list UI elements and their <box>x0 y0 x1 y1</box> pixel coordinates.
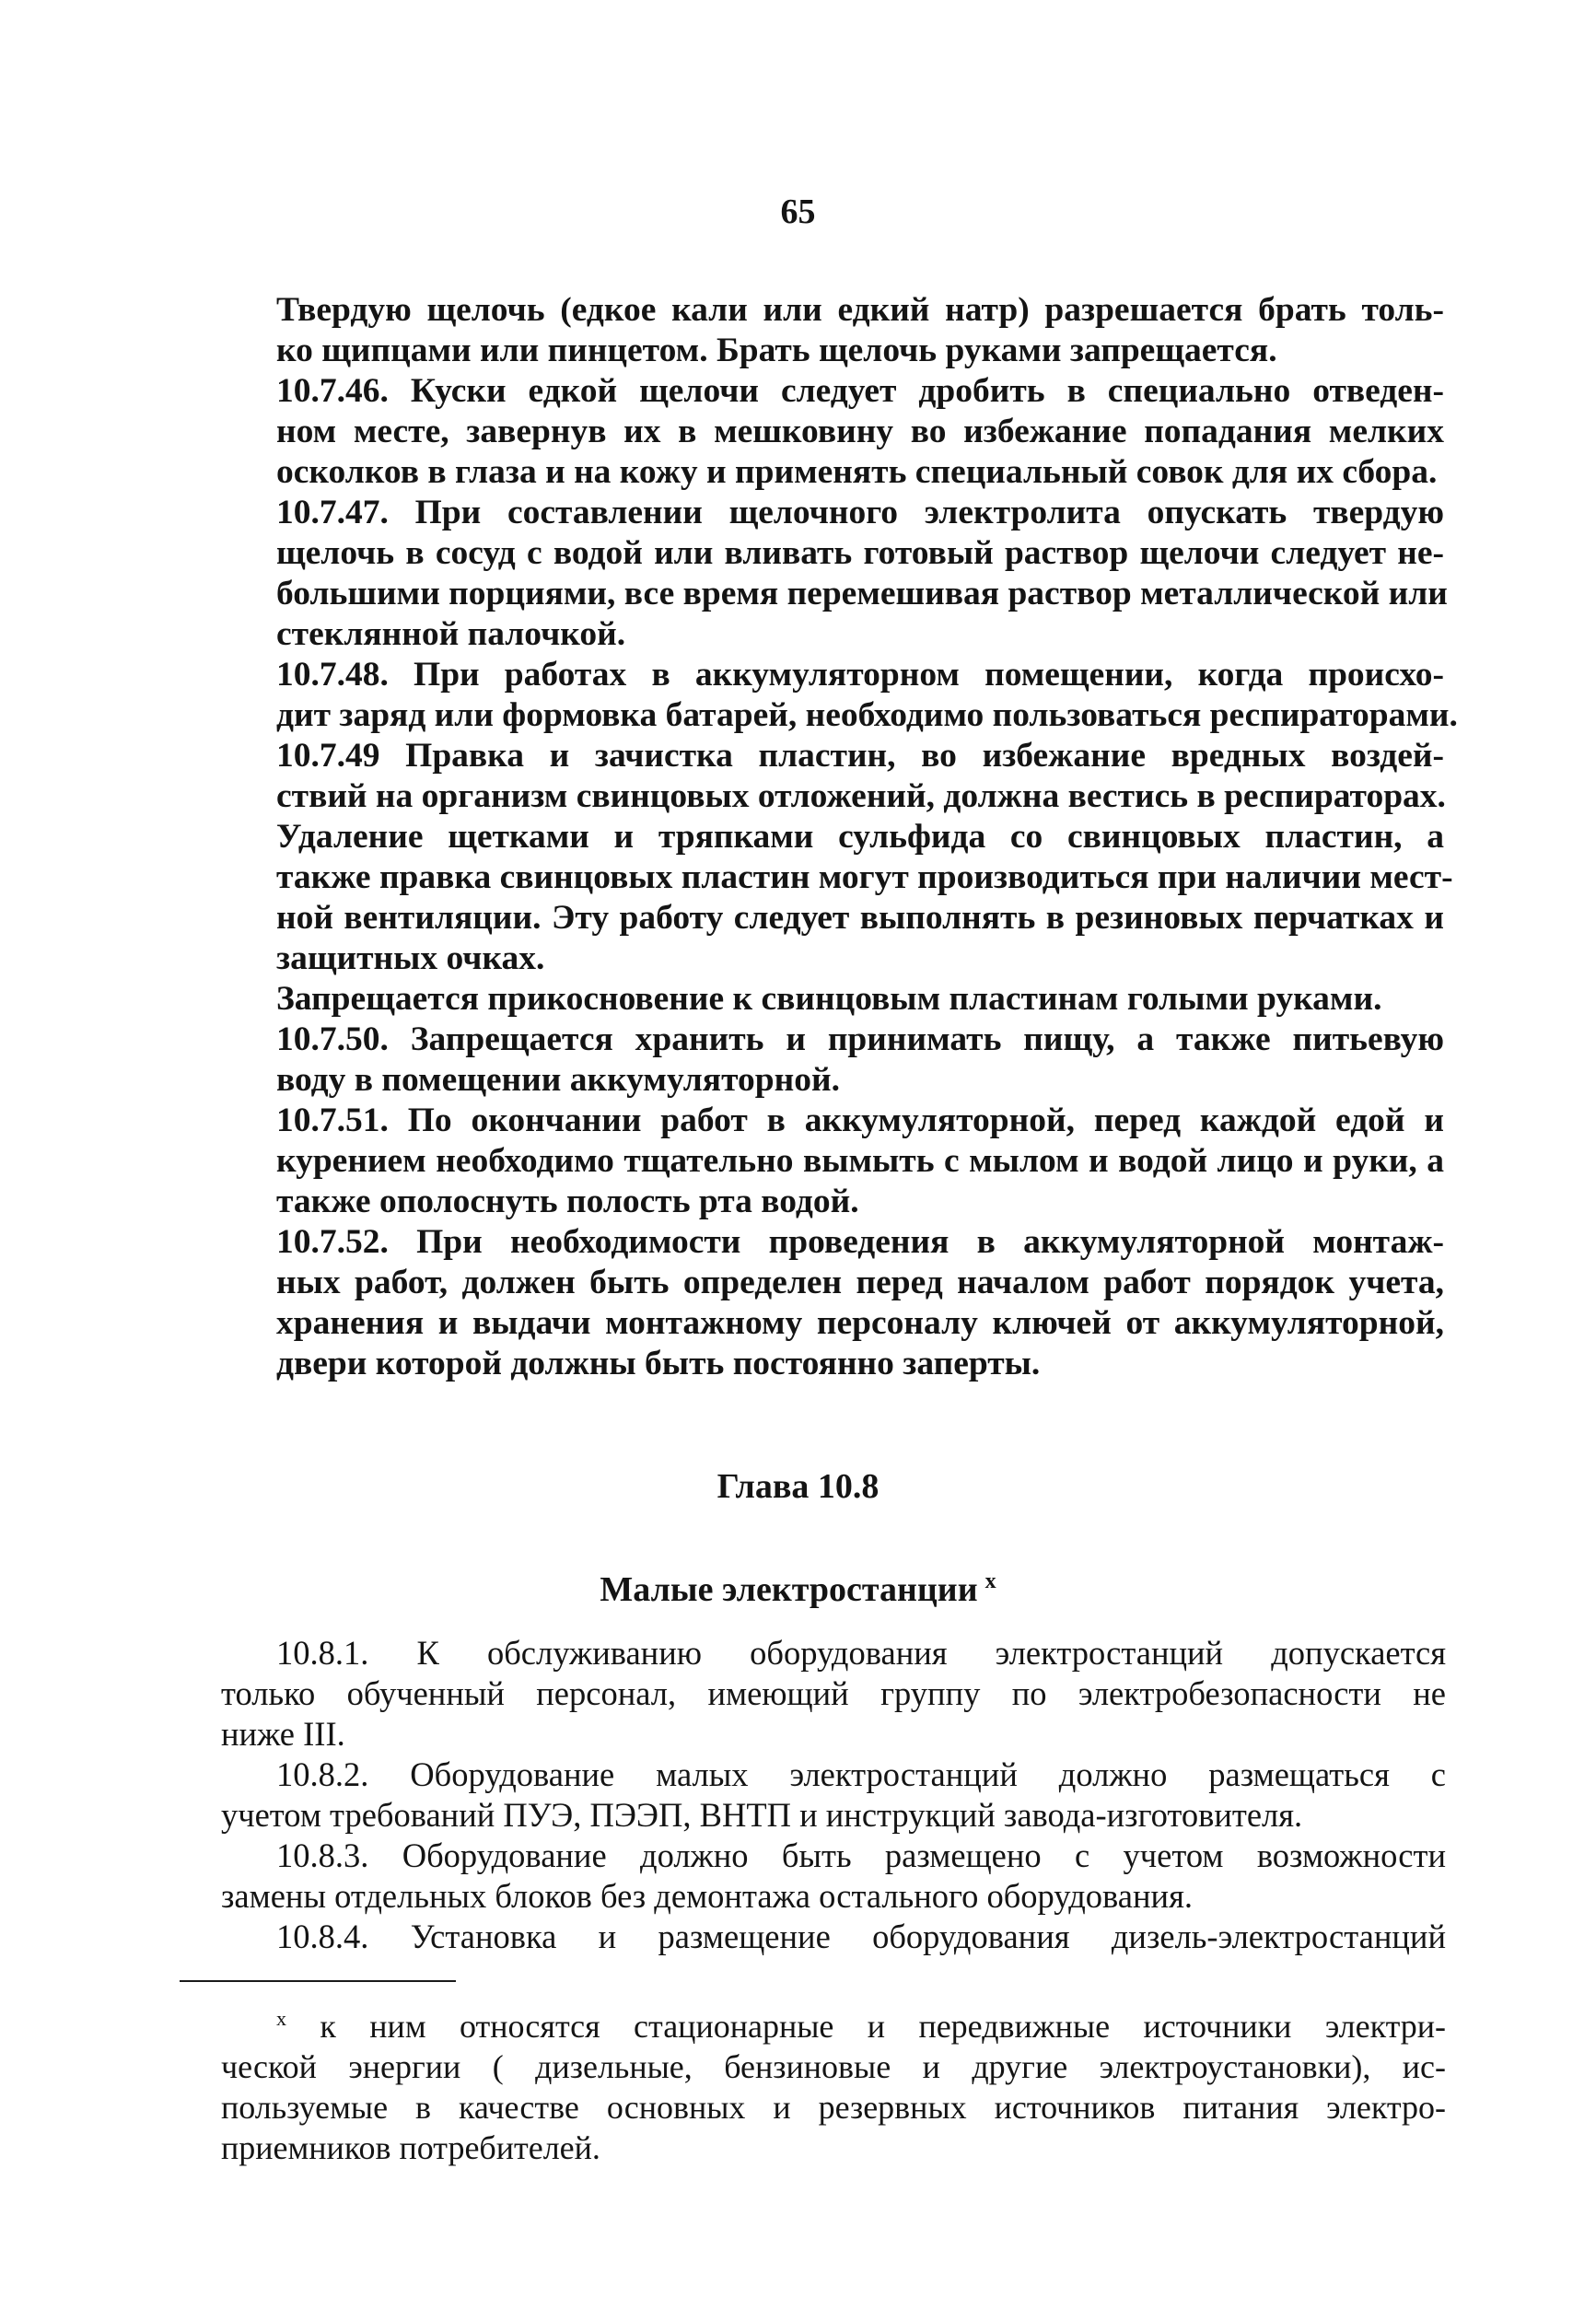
text-line: также правка свинцовых пластин могут производиться при наличии мест- <box>276 858 1453 896</box>
footnote-mark: x <box>276 2007 286 2030</box>
text-line: 10.7.48. При работах в аккумуляторном помещении, когда происхо- <box>276 656 1444 694</box>
text-line: Твердую щелочь (едкое кали или едкий натр) разрешается брать толь- <box>276 291 1444 329</box>
footnote-divider <box>180 1980 456 1982</box>
text-line: учетом требований ПУЭ, ПЭЭП, ВНТП и инструкций завода-изготовителя. <box>221 1796 1303 1834</box>
text-line: только обученный персонал, имеющий группу по электробезопасности не <box>221 1674 1446 1712</box>
section-text-block <box>221 1633 1446 1957</box>
text-line: курением необходимо тщательно вымыть с мылом и водой лицо и руки, а <box>276 1142 1444 1180</box>
text-line: также ополоснуть полость рта водой. <box>276 1183 859 1220</box>
text-line: ствий на организм свинцовых отложений, должна вестись в респираторах. <box>276 777 1446 815</box>
text-line: 10.8.4. Установка и размещение оборудования дизель-электростанций <box>276 1918 1446 1955</box>
text-line: замены отдельных блоков без демонтажа остального оборудования. <box>221 1877 1193 1915</box>
text-line: стеклянной палочкой. <box>276 615 626 653</box>
text-line: ниже III. <box>221 1715 345 1753</box>
text-line: дит заряд или формовка батарей, необходимо пользоваться респираторами. <box>276 696 1458 734</box>
footnote-mark: x <box>984 1569 996 1594</box>
footnote-line <box>221 1999 1446 2046</box>
text-line: 10.7.52. При необходимости проведения в аккумуляторной монтаж- <box>276 1223 1444 1261</box>
text-line: 10.8.3. Оборудование должно быть размещено с учетом возможности <box>276 1836 1446 1874</box>
text-line: 10.8.2. Оборудование малых электростанций должно размещаться с <box>276 1755 1446 1793</box>
text-line: щелочь в сосуд с водой или вливать готовый раствор щелочи следует не- <box>276 534 1444 572</box>
footnote-block <box>221 1999 1446 2168</box>
text-line: ном месте, завернув их в мешковину во избежание попадания мелких <box>276 413 1444 450</box>
text-line: большими порциями, все время перемешивая раствор металлической или <box>276 575 1448 612</box>
footnote-line: ческой энергии ( дизельные, бензиновые и другие электроустановки), ис- <box>221 2048 1446 2085</box>
text-line: 10.7.50. Запрещается хранить и принимать пищу, а также питьевую <box>276 1020 1444 1058</box>
section-title <box>0 1569 1596 1610</box>
section-title-text: Малые электростанции <box>600 1570 978 1609</box>
text-line: двери которой должны быть постоянно заперты. <box>276 1345 1041 1382</box>
text-line: осколков в глаза и на кожу и применять специальный совок для их сбора. <box>276 453 1438 491</box>
text-line: 10.7.46. Куски едкой щелочи следует дробить в специально отведен- <box>276 372 1444 410</box>
text-line: Удаление щетками и тряпками сульфида со свинцовых пластин, а <box>276 818 1444 856</box>
text-line: воду в помещении аккумуляторной. <box>276 1061 840 1099</box>
text-line: 10.7.47. При составлении щелочного электролита опускать твердую <box>276 494 1444 531</box>
text-line: 10.7.51. По окончании работ в аккумуляторной, перед каждой едой и <box>276 1102 1444 1139</box>
text-line: ных работ, должен быть определен перед началом работ порядок учета, <box>276 1264 1444 1301</box>
text-line: 10.7.49 Правка и зачистка пластин, во избежание вредных воздей- <box>276 737 1444 775</box>
text-line: ко щипцами или пинцетом. Брать щелочь руками запрещается. <box>276 332 1277 369</box>
text-line: защитных очках. <box>276 939 545 977</box>
text-line: 10.8.1. К обслуживанию оборудования электростанций допускается <box>276 1634 1446 1672</box>
footnote-text: к ним относятся стационарные и передвижные источники электри- <box>320 2008 1447 2045</box>
chapter-title: Глава 10.8 <box>716 1467 880 1506</box>
footnote-line: приемников потребителей. <box>221 2129 600 2166</box>
text-line: хранения и выдачи монтажному персоналу ключей от аккумуляторной, <box>276 1304 1444 1342</box>
page-number: 65 <box>780 192 816 231</box>
footnote-line: пользуемые в качестве основных и резервных источников питания электро- <box>221 2089 1446 2126</box>
text-line: ной вентиляции. Эту работу следует выполнять в резиновых перчатках и <box>276 899 1444 937</box>
main-text-block <box>276 290 1458 1384</box>
text-line: Запрещается прикосновение к свинцовым пластинам голыми руками. <box>276 980 1382 1018</box>
